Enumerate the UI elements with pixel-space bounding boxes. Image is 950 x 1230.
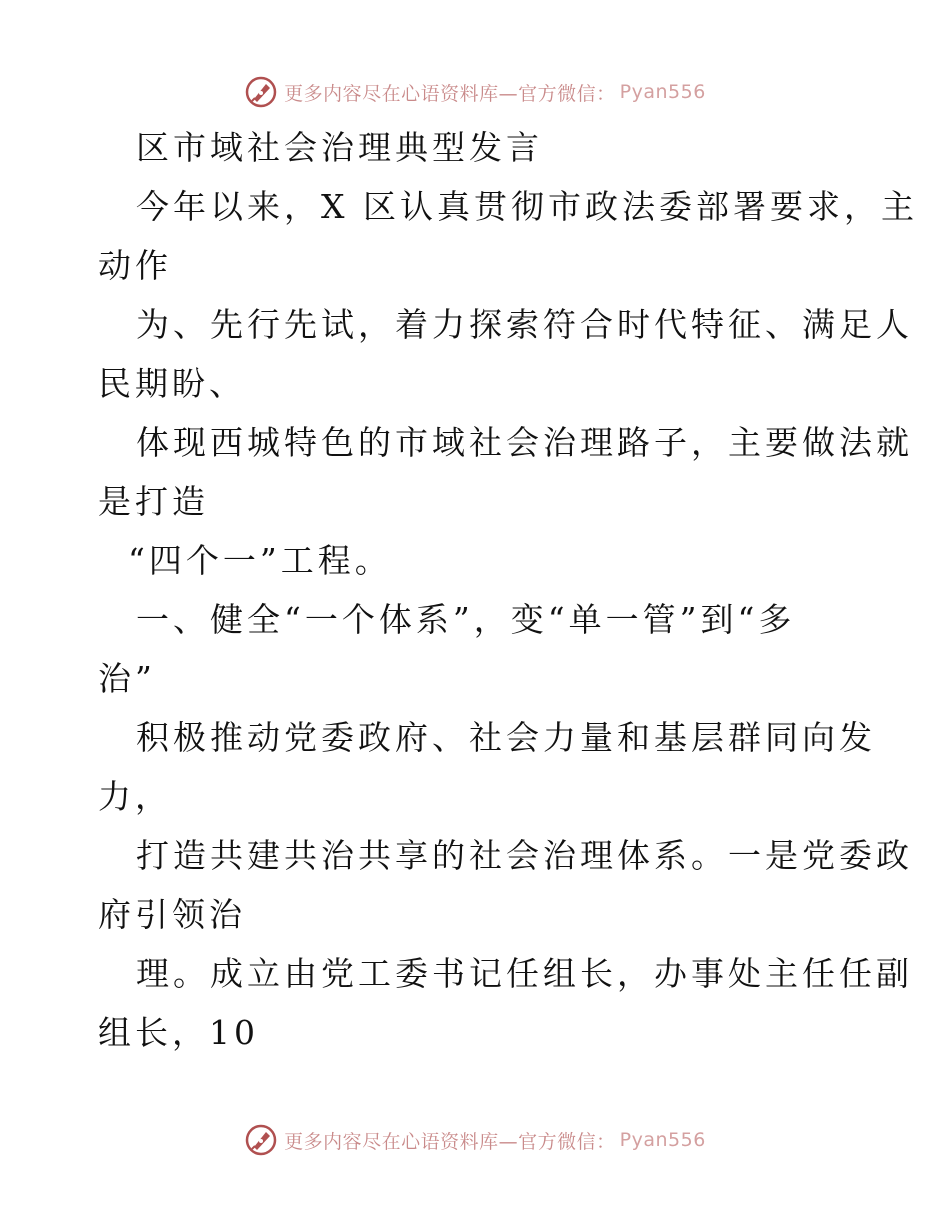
watermark-text: 更多内容尽在心语资料库—官方微信： (284, 82, 616, 105)
paragraph-line: 组长，10 (98, 1013, 259, 1052)
paragraph-line: 打造共建共治共享的社会治理体系。一是党委政 (136, 836, 913, 875)
document-title: 区市域社会治理典型发言 (136, 128, 543, 167)
paragraph-line: “四个一”工程。 (128, 541, 392, 580)
pen-nib-circle-icon (244, 75, 278, 109)
paragraph-line: 为、先行先试，着力探索符合时代特征、满足人 (136, 305, 913, 344)
paragraph-line: 民期盼、 (98, 364, 246, 403)
pen-nib-circle-icon (244, 1123, 278, 1157)
paragraph-line: 是打造 (98, 482, 209, 521)
section-heading-continued: 治” (98, 659, 156, 698)
watermark-text: 更多内容尽在心语资料库—官方微信： (284, 1130, 616, 1153)
document-body (98, 118, 918, 1062)
paragraph-line: 力， (98, 777, 172, 816)
header-watermark (0, 72, 950, 112)
footer-watermark (0, 1120, 950, 1160)
watermark-wechat-id: Pyan556 (619, 1129, 706, 1151)
watermark-wechat-id: Pyan556 (619, 81, 706, 103)
paragraph-line: 理。成立由党工委书记任组长，办事处主任任副 (136, 954, 913, 993)
paragraph-line: 体现西城特色的市域社会治理路子，主要做法就 (136, 423, 913, 462)
section-heading: 一、健全“一个体系”，变“单一管”到“多 (136, 600, 796, 639)
paragraph-line: 府引领治 (98, 895, 246, 934)
paragraph-line: 今年以来，X 区认真贯彻市政法委部署要求，主 (136, 187, 918, 226)
paragraph-line: 动作 (98, 246, 172, 285)
paragraph-line: 积极推动党委政府、社会力量和基层群同向发 (136, 718, 876, 757)
